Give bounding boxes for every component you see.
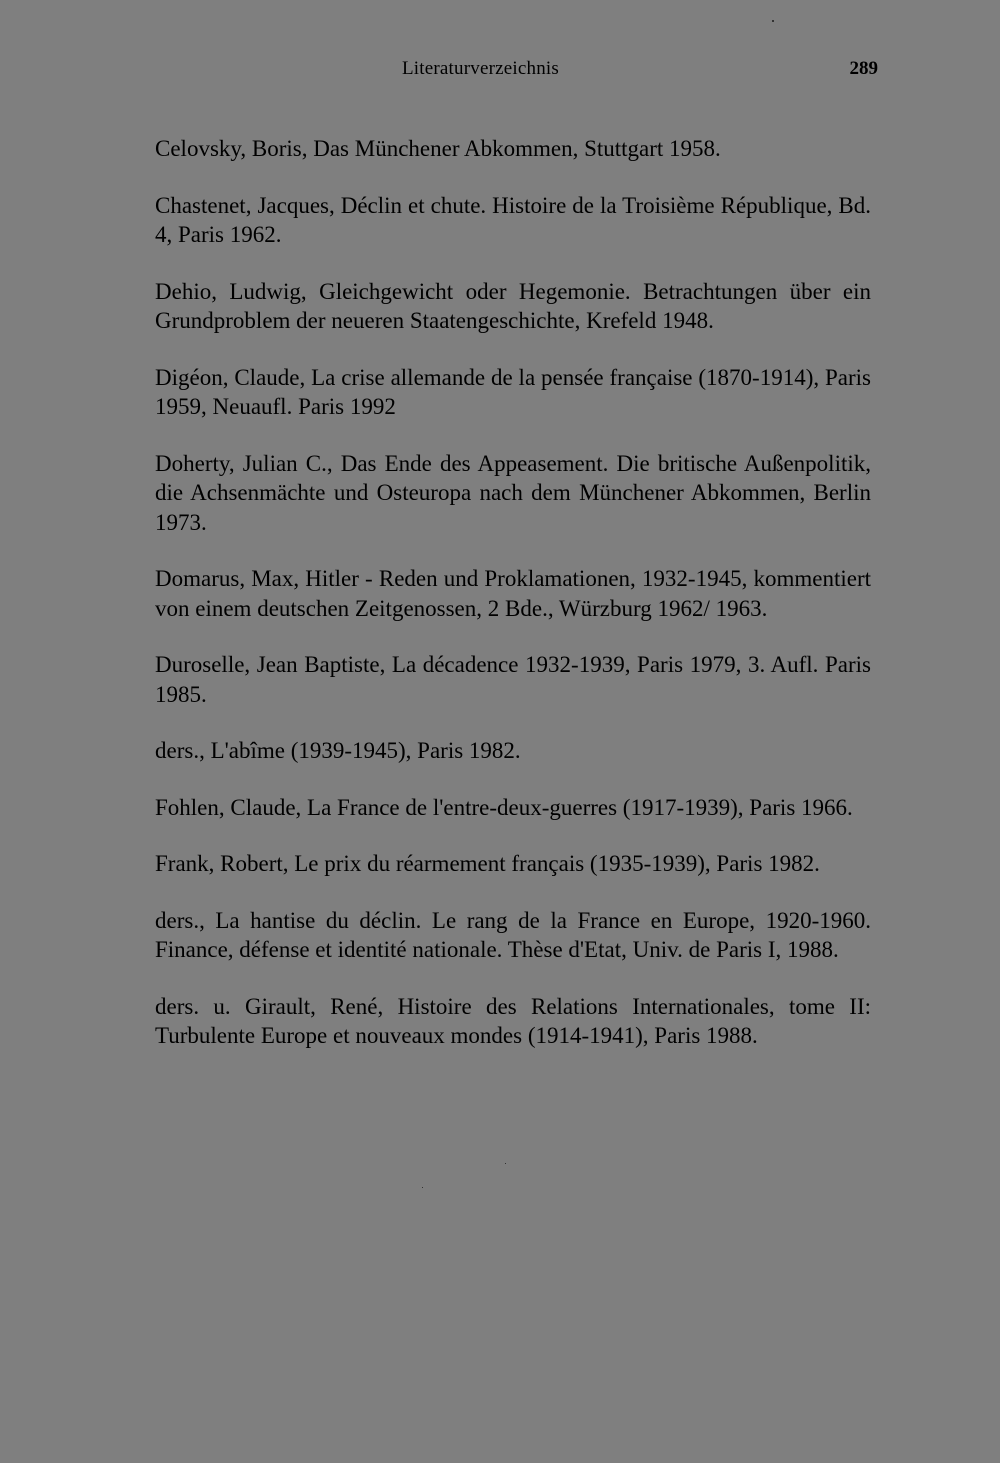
bibliography-entry: Dehio, Ludwig, Gleichgewicht oder Hegemonie. Betrachtungen über ein Grundproblem der neueren Staatengeschichte, Krefeld 1948.: [155, 278, 871, 333]
scan-speck: [772, 20, 774, 22]
bibliography-entry: Domarus, Max, Hitler - Reden und Proklamationen, 1932-1945, kommentiert von einem deutschen Zeitgenossen, 2 Bde., Würzburg 1962/ 1963.: [155, 566, 871, 621]
bibliography-entry: ders., La hantise du déclin. Le rang de la France en Europe, 1920-1960. Finance, défense et identité nationale. Thèse d'Etat, Univ. de Paris I, 1988.: [155, 907, 871, 962]
bibliography-entry: Fohlen, Claude, La France de l'entre-deux-guerres (1917-1939), Paris 1966.: [155, 794, 853, 820]
running-header: [150, 58, 878, 88]
bibliography-entry: Duroselle, Jean Baptiste, La décadence 1932-1939, Paris 1979, 3. Aufl. Paris 1985.: [155, 652, 871, 707]
scan-speck: [505, 1163, 506, 1164]
bibliography-entry: Doherty, Julian C., Das Ende des Appeasement. Die britische Außenpolitik, die Achsenmächte und Osteuropa nach dem Münchener Abkommen, Berlin 1973.: [155, 450, 871, 535]
bibliography-list: [155, 134, 871, 1078]
bibliography-entry: Chastenet, Jacques, Déclin et chute. Histoire de la Troisième République, Bd. 4, Paris 1962.: [155, 192, 871, 247]
bibliography-entry: Frank, Robert, Le prix du réarmement français (1935-1939), Paris 1982.: [155, 851, 820, 876]
scan-speck: [422, 1187, 423, 1188]
bibliography-entry: ders., L'abîme (1939-1945), Paris 1982.: [155, 738, 521, 763]
running-title: Literaturverzeichnis: [402, 58, 559, 79]
bibliography-entry: ders. u. Girault, René, Histoire des Relations Internationales, tome II: Turbulente Europe et nouveaux mondes (1914-1941), Paris 1988.: [155, 993, 871, 1048]
bibliography-entry: Celovsky, Boris, Das Münchener Abkommen, Stuttgart 1958.: [155, 136, 721, 161]
page-number: 289: [849, 58, 878, 79]
bibliography-entry: Digéon, Claude, La crise allemande de la pensée française (1870-1914), Paris 1959, Neuaufl. Paris 1992: [155, 364, 871, 419]
